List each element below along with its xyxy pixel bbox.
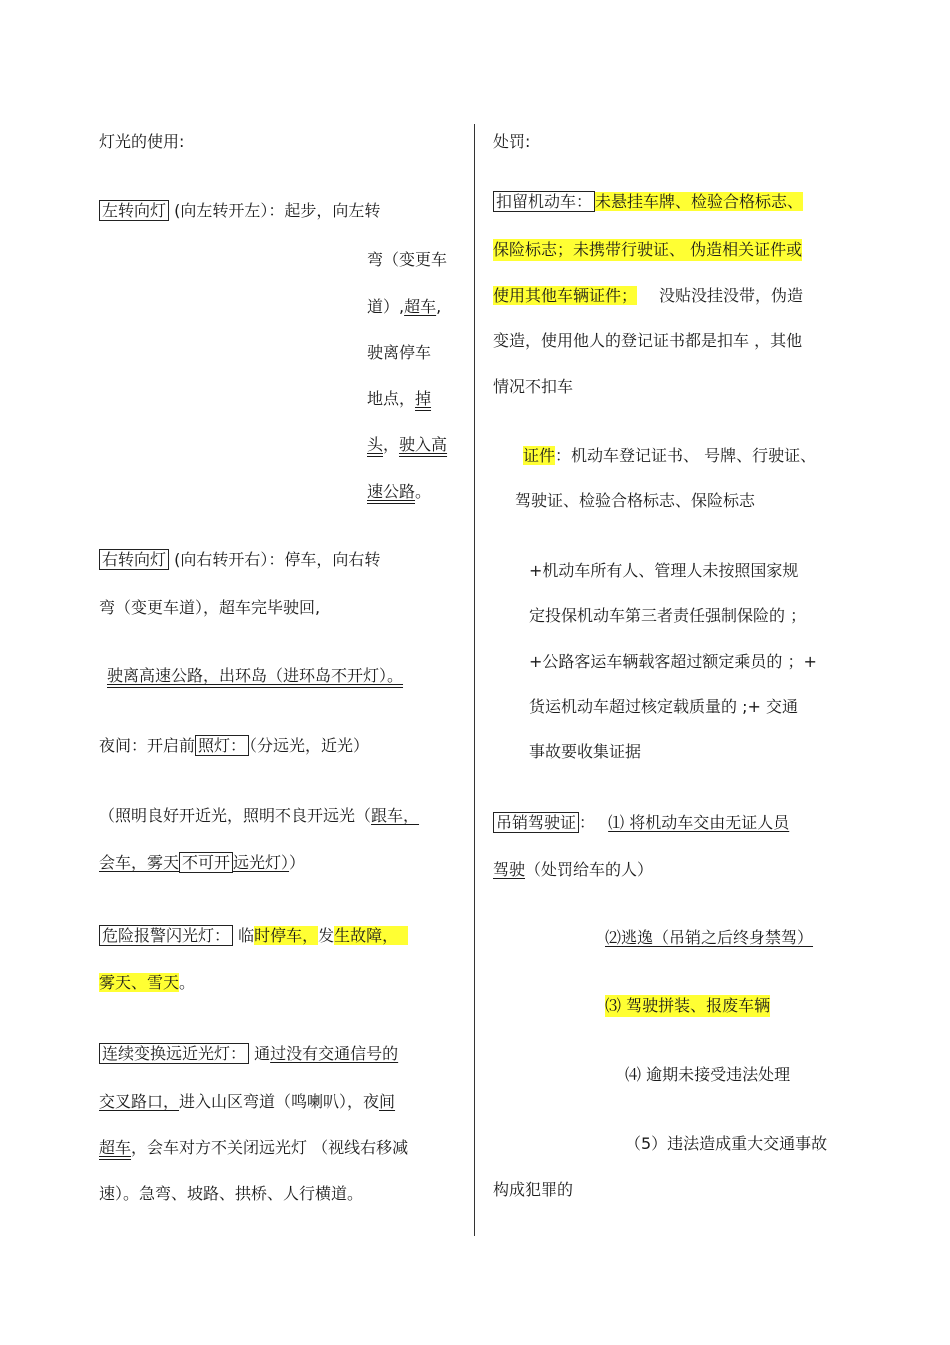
- text-span: 头: [367, 435, 384, 454]
- detain-line5: 情况不扣车: [493, 377, 574, 396]
- not-allowed-box: 不可开: [179, 852, 233, 873]
- right-turn-line2: 弯（变更车道），超车完毕驶回,: [99, 598, 321, 617]
- section-title-penalty: 处罚:: [493, 132, 531, 151]
- text-span: 地点，: [367, 389, 416, 408]
- left-turn-desc: (向左转开左）：起步，向左转: [174, 201, 381, 220]
- hazard-line1: [99, 925, 408, 947]
- plus-line3: +公路客运车辆载客超过额定乘员的 ；+: [529, 652, 817, 671]
- text-span: 夜间：开启: [99, 736, 180, 755]
- revoke-label: 吊销驾驶证: [493, 812, 579, 833]
- text-span: ：: [579, 813, 596, 832]
- hazard-line2: [99, 972, 195, 994]
- night-line2: [99, 805, 419, 827]
- text-span: 未悬挂车牌、检验合格标志、: [595, 192, 804, 211]
- text-span: 跟车，: [371, 806, 420, 825]
- text-span: （分远光，近光）: [249, 736, 370, 755]
- text-span: ）: [289, 853, 306, 872]
- revoke-item-5-cont: 构成犯罪的: [493, 1180, 574, 1199]
- plus-line4: 货运机动车超过核定载质量的 ;+ 交通: [529, 697, 798, 716]
- right-turn-line1: [99, 549, 380, 571]
- text-span: ：机动车登记证书、 号牌、行驶证、: [555, 446, 817, 465]
- text-span: 雾天、雪天: [99, 973, 180, 992]
- text-span: 临: [238, 926, 255, 945]
- text-span: 。: [415, 482, 432, 501]
- right-turn-label: 右转向灯: [99, 549, 169, 570]
- night-line1: [99, 735, 369, 757]
- flash-line3: [99, 1137, 408, 1159]
- flash-line2: [99, 1091, 395, 1113]
- headlight-label: 照灯：: [195, 735, 249, 756]
- right-turn-desc: (向右转开右）：停车，向右转: [174, 550, 381, 569]
- detain-line1: [493, 191, 803, 213]
- left-turn-line7: [367, 481, 431, 503]
- text-span: 交叉路口，: [99, 1092, 180, 1111]
- text-span: 道）,: [367, 297, 405, 316]
- plus-line5: 事故要收集证据: [529, 742, 642, 761]
- revoke-item-3: ⑶ 驾驶拼装、报废车辆: [605, 996, 771, 1015]
- revoke-item-2: ⑵逃逸（吊销之后终身禁驾）: [605, 928, 814, 947]
- left-turn-line6: [367, 434, 447, 456]
- text-span: 超车: [404, 297, 437, 316]
- plus-line1: +机动车所有人、管理人未按照国家规: [529, 561, 799, 580]
- text-span: 使用其他车辆证件；: [493, 286, 638, 305]
- left-turn-line2: 弯（变更车: [367, 250, 448, 269]
- revoke-line1: [493, 812, 789, 834]
- left-turn-line1: [99, 200, 380, 222]
- text-span: 驾驶: [493, 860, 526, 879]
- docs-line2: 驾驶证、检验合格标志、保险标志: [515, 491, 756, 510]
- text-span: 生故障，: [334, 926, 399, 945]
- text-span: 。: [179, 973, 196, 992]
- text-span: 时停车，: [254, 926, 319, 945]
- night-line3: [99, 852, 305, 874]
- flash-line4: 速）。急弯、坡路、拱桥、人行横道。: [99, 1184, 364, 1203]
- text-span: 远光灯）: [233, 853, 290, 872]
- revoke-item-5: （5）违法造成重大交通事故: [625, 1134, 828, 1153]
- text-span: 间: [379, 1092, 396, 1111]
- right-turn-line3: 驶离高速公路，出环岛（进环岛不开灯）。: [107, 666, 404, 685]
- column-divider: [474, 124, 475, 1236]
- text-span: 没贴没挂没带，伪造: [659, 286, 804, 305]
- docs-label: 证件: [523, 446, 556, 465]
- flash-label: 连续变换远近光灯：: [99, 1043, 249, 1064]
- text-span: 进入山区弯道（鸣喇叭），夜: [179, 1092, 380, 1111]
- revoke-item-4: ⑷ 逾期未接受违法处理: [625, 1065, 791, 1084]
- text-span: ，会车对方不关闭远光灯 （视线右移减: [131, 1138, 409, 1157]
- left-turn-line5: [367, 388, 431, 410]
- text-span: （照明良好开近光，照明不良开远光（: [99, 806, 372, 825]
- detain-label: 扣留机动车：: [493, 191, 595, 212]
- highlight-pad: [398, 926, 408, 945]
- text-span: 前: [179, 736, 196, 755]
- text-span: ，: [383, 435, 400, 454]
- text-span: 通: [254, 1044, 271, 1063]
- text-span: 驶入高: [399, 435, 448, 454]
- plus-line2: 定投保机动车第三者责任强制保险的 ；: [529, 606, 807, 625]
- text-span: 发: [318, 926, 335, 945]
- text-span: ,: [436, 297, 442, 316]
- flash-line1: [99, 1043, 398, 1065]
- docs-line1: [523, 445, 816, 467]
- text-span: 会车，雾天: [99, 853, 180, 872]
- revoke-item-1: ⑴ 将机动车交由无证人员: [608, 813, 790, 832]
- text-span: （处罚给车的人）: [525, 860, 654, 879]
- text-span: 超车: [99, 1138, 132, 1157]
- detain-line2: 保险标志；未携带行驶证、 伪造相关证件或: [493, 240, 803, 259]
- text-span: 速公路: [367, 482, 416, 501]
- text-span: 掉: [415, 389, 432, 408]
- section-title-lights: 灯光的使用:: [99, 132, 185, 151]
- left-turn-line4: 驶离停车: [367, 343, 432, 362]
- hazard-label: 危险报警闪光灯：: [99, 925, 233, 946]
- text-span: 过没有交通信号的: [270, 1044, 399, 1063]
- left-turn-label: 左转向灯: [99, 200, 169, 221]
- detain-line3: [493, 285, 803, 307]
- detain-line4: 变造，使用他人的登记证书都是扣车 ，其他: [493, 331, 803, 350]
- revoke-line2: [493, 859, 653, 881]
- left-turn-line3: [367, 296, 441, 318]
